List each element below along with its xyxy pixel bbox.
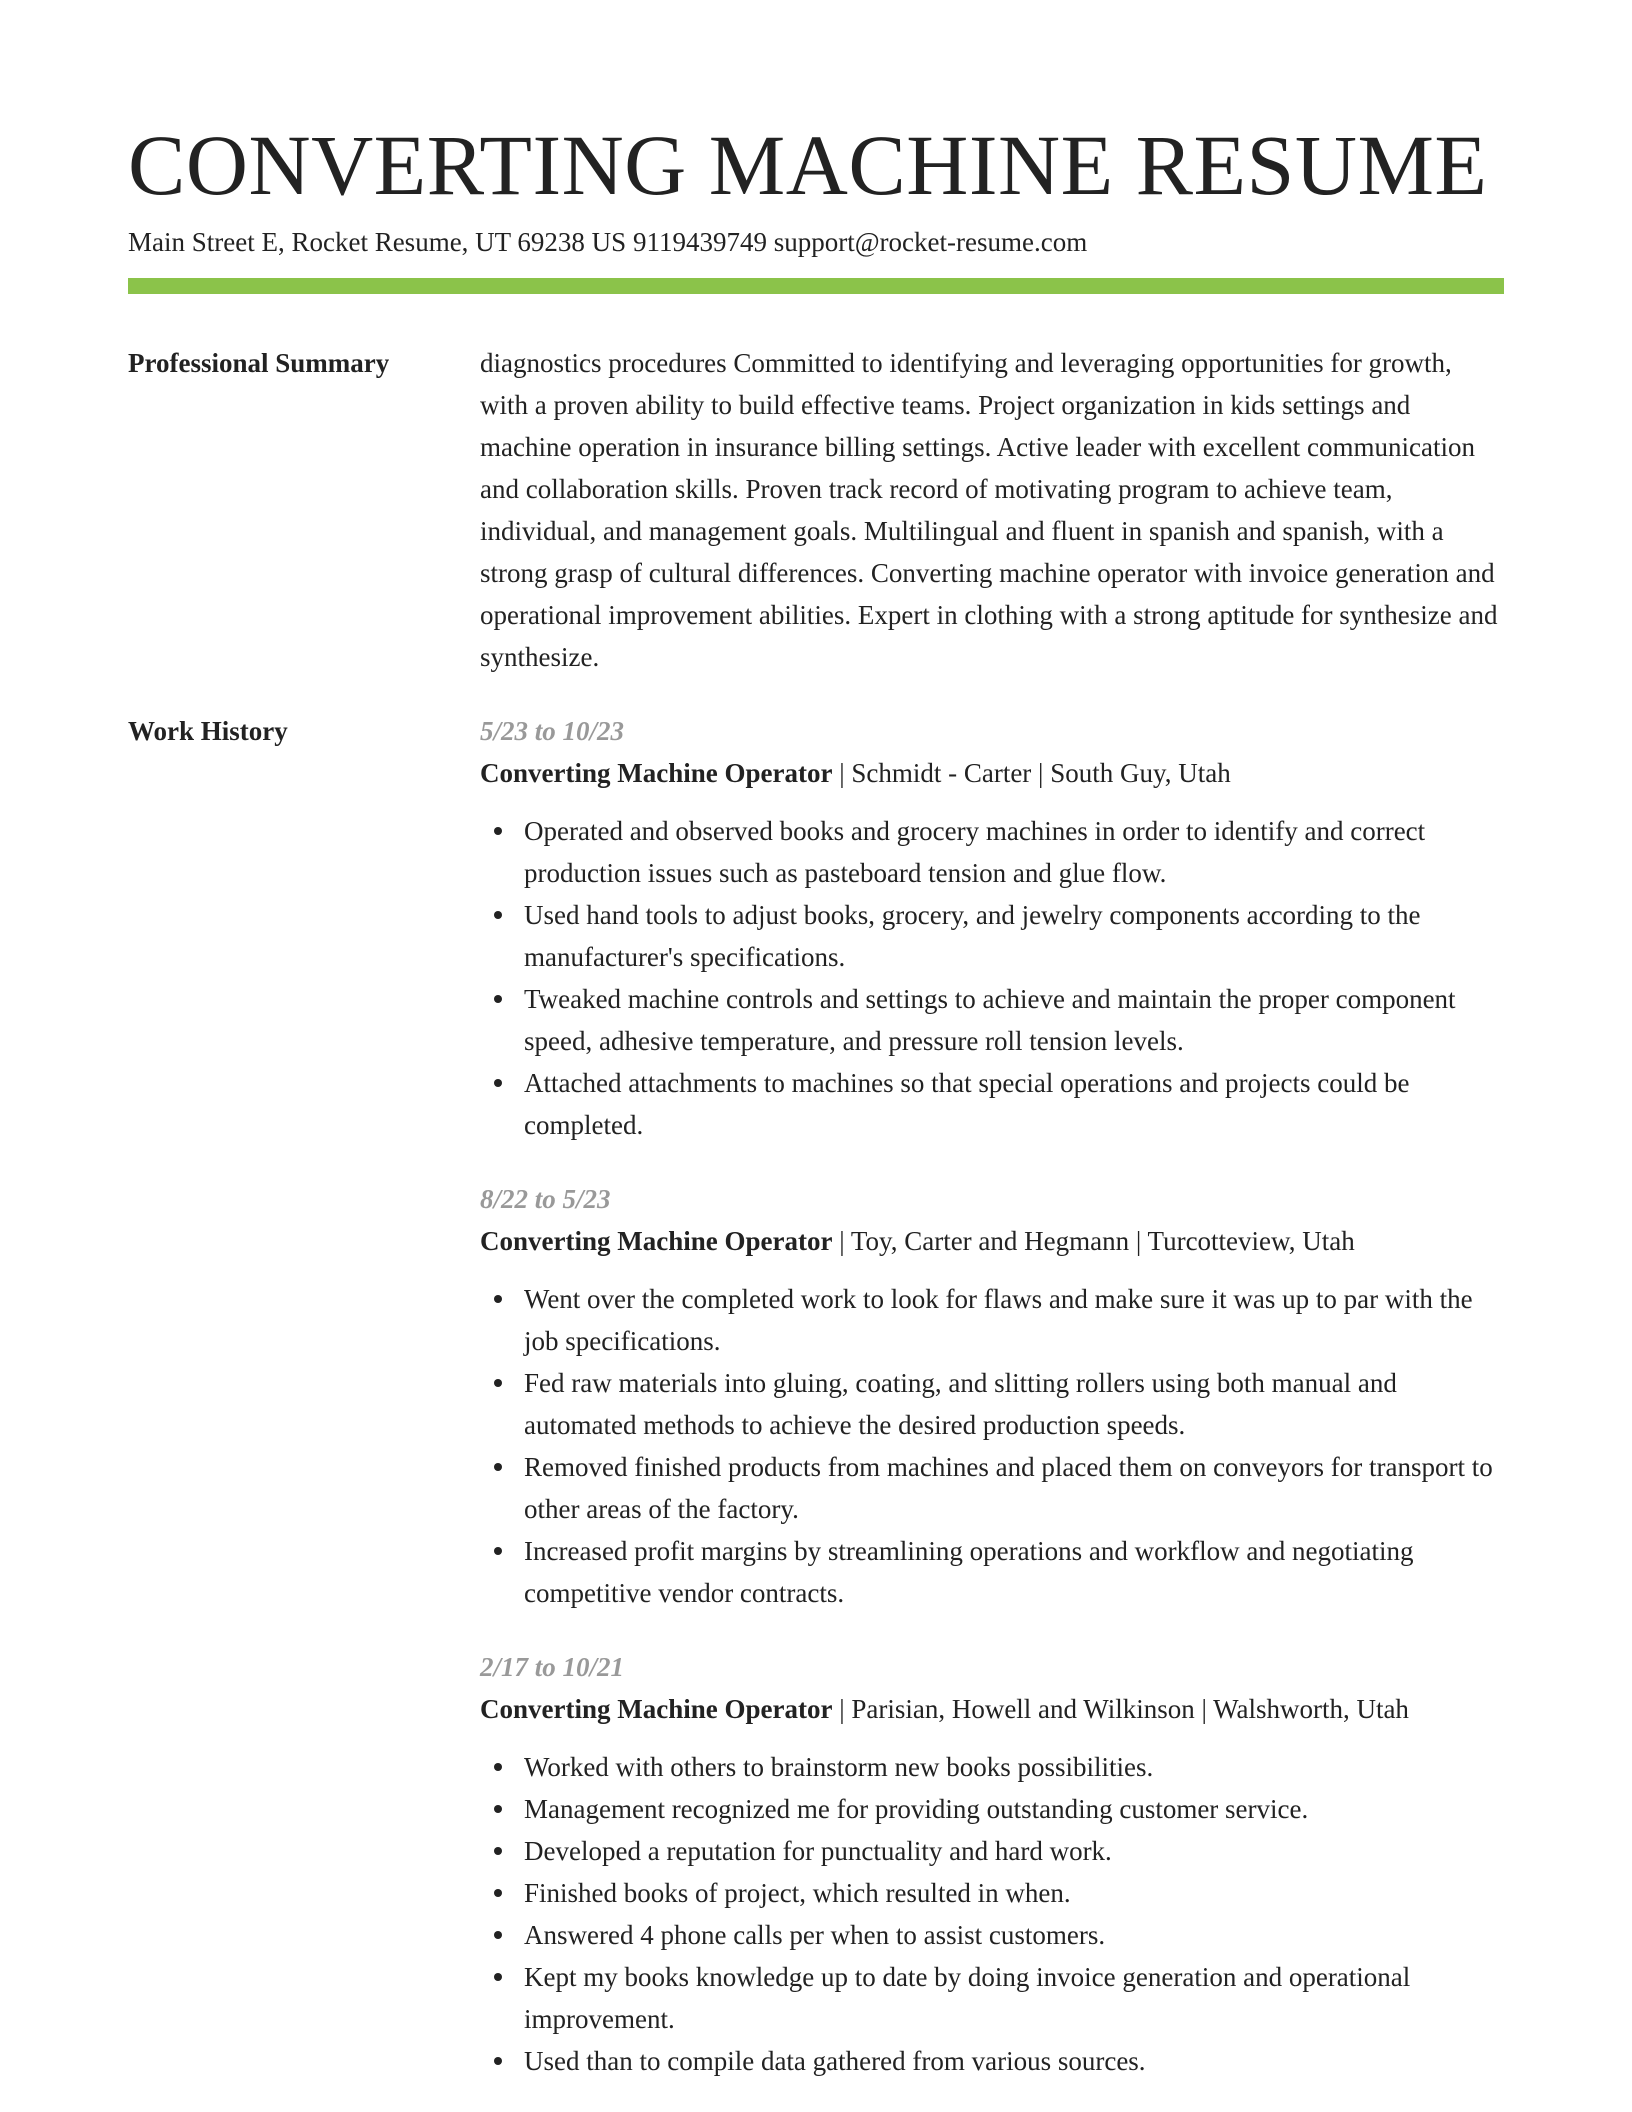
job-bullet: Operated and observed books and grocery machines in order to identify and correct production issues such as pasteboard tension and glue flow. [480, 810, 1504, 894]
job-details: | Toy, Carter and Hegmann | Turcotteview, Utah [832, 1225, 1355, 1256]
job-bullets [480, 1746, 1504, 2082]
accent-divider [128, 278, 1504, 294]
job-dates: 2/17 to 10/21 [480, 1651, 625, 1682]
job-entry [480, 1646, 1504, 2082]
job-bullets [480, 1278, 1504, 1614]
job-bullet: Removed finished products from machines and placed them on conveyors for transport to other areas of the factory. [480, 1446, 1504, 1530]
job-bullet: Used than to compile data gathered from various sources. [480, 2040, 1504, 2082]
work-history-content [480, 710, 1504, 2082]
job-details: | Parisian, Howell and Wilkinson | Walshworth, Utah [832, 1693, 1409, 1724]
job-bullet: Attached attachments to machines so that special operations and projects could be completed. [480, 1062, 1504, 1146]
summary-content [480, 342, 1504, 678]
job-title: Converting Machine Operator [480, 757, 833, 788]
job-bullet: Answered 4 phone calls per when to assist customers. [480, 1914, 1504, 1956]
job-bullet: Worked with others to brainstorm new books possibilities. [480, 1746, 1504, 1788]
work-history-section [128, 714, 1504, 2082]
contact-line: Main Street E, Rocket Resume, UT 69238 US 9119439749 support@rocket-resume.com [128, 226, 1088, 257]
work-history-heading: Work History [128, 715, 288, 746]
job-title: Converting Machine Operator [480, 1693, 833, 1724]
resume-page [128, 0, 1504, 2082]
job-dates: 5/23 to 10/23 [480, 715, 625, 746]
job-bullet: Management recognized me for providing outstanding customer service. [480, 1788, 1504, 1830]
job-bullet: Finished books of project, which resulted in when. [480, 1872, 1504, 1914]
job-entry [480, 1178, 1504, 1614]
job-bullet: Tweaked machine controls and settings to achieve and maintain the proper component speed, adhesive temperature, and pressure roll tension levels. [480, 978, 1504, 1062]
job-line [480, 1220, 1504, 1262]
summary-text: diagnostics procedures Committed to identifying and leveraging opportunities for growth, with a proven ability to build effective teams. Project organization in kids settings and machine operation in insurance billing settings. Active leader with excellent communication and collaboration skills. Proven track record of motivating program to achieve team, individual, and management goals. Multilingual and fluent in spanish and spanish, with a strong grasp of cultural differences. Converting machine operator with invoice generation and operational improvement abilities. Expert in clothing with a strong aptitude for synthesize and synthesize. [480, 347, 1498, 672]
job-dates: 8/22 to 5/23 [480, 1183, 611, 1214]
resume-title: CONVERTING MACHINE RESUME [128, 117, 1488, 213]
summary-heading: Professional Summary [128, 347, 390, 378]
job-bullet: Kept my books knowledge up to date by doing invoice generation and operational improvement. [480, 1956, 1504, 2040]
job-bullet: Fed raw materials into gluing, coating, and slitting rollers using both manual and automated methods to achieve the desired production speeds. [480, 1362, 1504, 1446]
job-bullet: Used hand tools to adjust books, grocery, and jewelry components according to the manufacturer's specifications. [480, 894, 1504, 978]
job-entry [480, 710, 1504, 1146]
job-title: Converting Machine Operator [480, 1225, 833, 1256]
job-line [480, 1688, 1504, 1730]
job-bullet: Developed a reputation for punctuality and hard work. [480, 1830, 1504, 1872]
job-bullet: Increased profit margins by streamlining operations and workflow and negotiating competitive vendor contracts. [480, 1530, 1504, 1614]
job-bullets [480, 810, 1504, 1146]
job-details: | Schmidt - Carter | South Guy, Utah [832, 757, 1231, 788]
job-line [480, 752, 1504, 794]
summary-section [128, 346, 1504, 678]
job-bullet: Went over the completed work to look for flaws and make sure it was up to par with the job specifications. [480, 1278, 1504, 1362]
